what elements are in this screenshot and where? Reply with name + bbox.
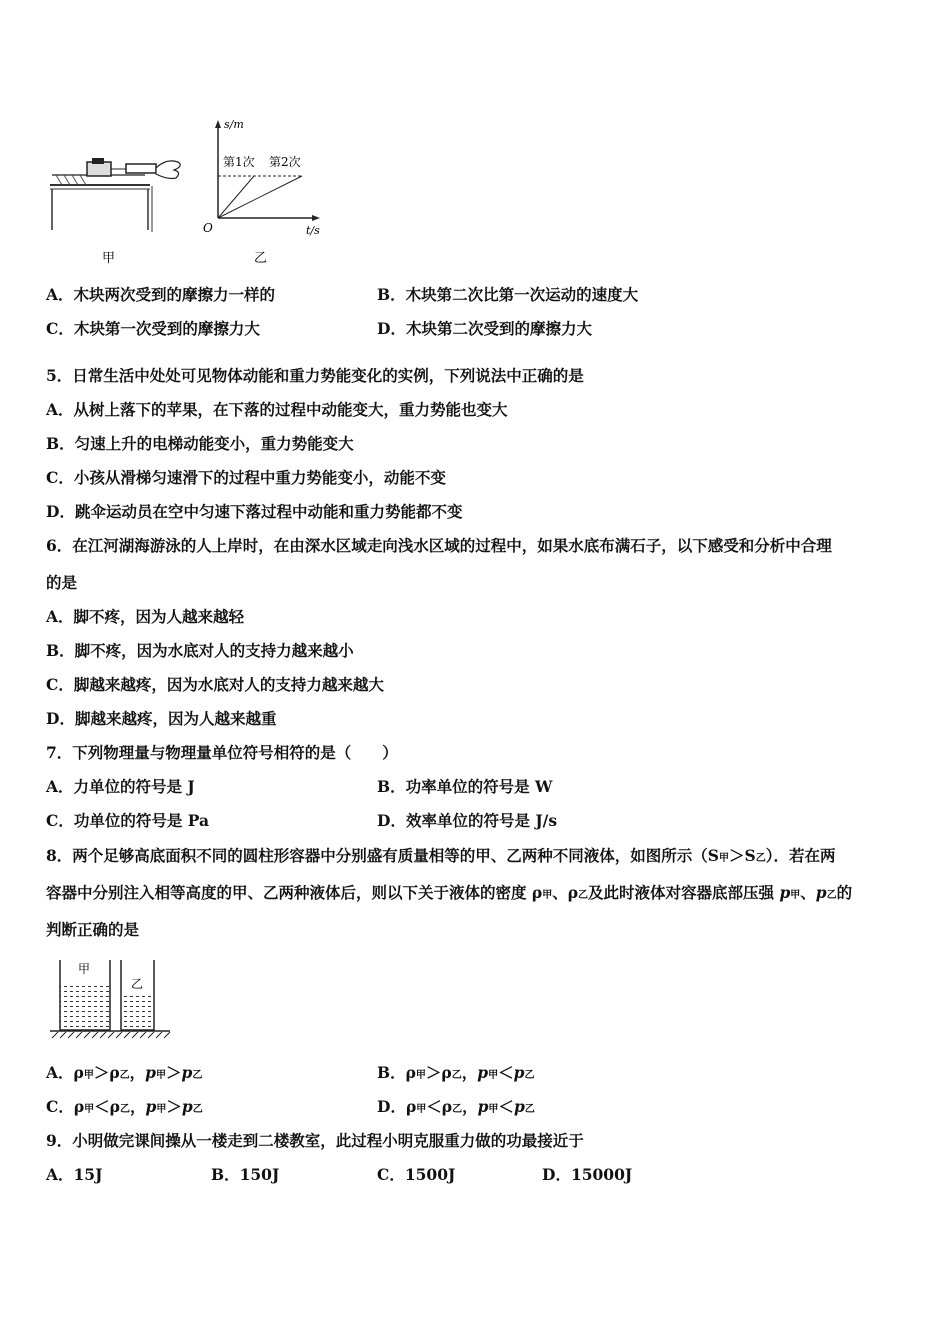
q7-option-a[interactable]: A．力单位的符号是 J <box>46 777 195 796</box>
opt-sub: 乙 <box>524 1104 535 1115</box>
q8-containers-figure <box>46 954 176 1044</box>
q8-option-d[interactable] <box>377 1097 535 1120</box>
q6-option-a[interactable]: A．脚不疼，因为人越来越轻 <box>46 607 245 626</box>
opt-sub: 乙 <box>192 1104 203 1115</box>
opt-text: ＞ρ <box>425 1063 452 1082</box>
q8-stem2-sub1: 甲 <box>542 890 553 901</box>
opt-sub: 乙 <box>119 1104 130 1115</box>
opt-text: ＜ <box>498 1063 514 1082</box>
opt-p: p <box>181 1063 193 1082</box>
opt-text: B．ρ <box>377 1063 416 1082</box>
opt-text: A．ρ <box>46 1063 84 1082</box>
q5-option-d[interactable]: D．跳伞运动员在空中匀速下落过程中动能和重力势能都不变 <box>46 502 463 521</box>
opt-text: ＜ρ <box>426 1097 453 1116</box>
q9-stem: 9．小明做完课间操从一楼走到二楼教室，此过程小明克服重力做的功最接近于 <box>46 1131 584 1150</box>
container-left-label: 甲 <box>78 962 91 976</box>
opt-text: ， <box>461 1063 478 1082</box>
q9-option-a[interactable]: A．15J <box>46 1165 103 1184</box>
q5-option-b[interactable]: B．匀速上升的电梯动能变小，重力势能变大 <box>46 434 354 453</box>
opt-sub: 乙 <box>119 1070 130 1081</box>
q4-option-b[interactable]: B．木块第二次比第一次运动的速度大 <box>377 285 639 304</box>
q8-stem-line3: 判断正确的是 <box>46 920 140 939</box>
q7-option-b[interactable]: B．功率单位的符号是 W <box>377 777 553 796</box>
opt-sub: 甲 <box>84 1104 95 1115</box>
opt-p: p <box>145 1063 157 1082</box>
q8-option-c[interactable] <box>46 1097 203 1120</box>
opt-sub: 乙 <box>524 1070 535 1081</box>
series-label-1: 第1次 <box>223 155 255 169</box>
q6-option-b[interactable]: B．脚不疼，因为水底对人的支持力越来越小 <box>46 641 354 660</box>
ground-hatch <box>52 1032 170 1038</box>
origin-label: O <box>203 221 213 235</box>
q8-stem2-sub2: 乙 <box>578 890 589 901</box>
q8-stem2-a: 容器中分别注入相等高度的甲、乙两种液体后，则以下关于液体的密度 ρ <box>46 883 543 902</box>
opt-text: ＞ <box>166 1097 182 1116</box>
apparatus-drawing <box>50 158 180 232</box>
q6-option-d[interactable]: D．脚越来越疼，因为人越来越重 <box>46 709 277 728</box>
q9-option-b[interactable]: B．150J <box>211 1165 280 1184</box>
opt-sub: 乙 <box>452 1104 463 1115</box>
q8-stem-sub-1: 甲 <box>718 853 729 864</box>
opt-text: ＜ <box>498 1097 514 1116</box>
q8-stem2-sub3: 甲 <box>790 890 801 901</box>
container-right-liquid <box>121 996 154 1030</box>
container-right-label: 乙 <box>131 977 144 991</box>
opt-p: p <box>181 1097 193 1116</box>
opt-sub: 甲 <box>416 1104 427 1115</box>
q8-stem2-p1: p <box>779 883 791 902</box>
q8-stem2-d: 、 <box>800 883 816 902</box>
opt-text: ， <box>129 1097 146 1116</box>
opt-sub: 甲 <box>83 1070 94 1081</box>
opt-p: p <box>513 1063 525 1082</box>
opt-p: p <box>477 1097 489 1116</box>
series-label-2: 第2次 <box>269 155 301 169</box>
q4-option-c[interactable]: C．木块第一次受到的摩擦力大 <box>46 319 260 338</box>
q8-stem-line2 <box>46 883 852 906</box>
q8-option-b[interactable] <box>377 1063 534 1086</box>
opt-text: ， <box>462 1097 478 1116</box>
opt-sub: 甲 <box>156 1104 167 1115</box>
q9-option-c[interactable]: C．1500J <box>377 1165 456 1184</box>
q4-option-a[interactable]: A．木块两次受到的摩擦力一样的 <box>46 285 276 304</box>
q5-option-a[interactable]: A．从树上落下的苹果，在下落的过程中动能变大，重力势能也变大 <box>46 400 508 419</box>
q8-stem2-sub4: 乙 <box>826 890 837 901</box>
q4-option-d[interactable]: D．木块第二次受到的摩擦力大 <box>377 319 592 338</box>
opt-text: D．ρ <box>377 1097 417 1116</box>
q6-stem-line1: 6．在江河湖海游泳的人上岸时，在由深水区域走向浅水区域的过程中，如果水底布满石子，以下感受和分析中合理 <box>46 536 832 555</box>
opt-text: ＞ρ <box>93 1063 120 1082</box>
figure-left-caption: 甲 <box>102 251 116 266</box>
q8-stem-text-1: 8．两个足够高底面积不同的圆柱形容器中分别盛有质量相等的甲、乙两种不同液体，如图所示（S <box>46 846 719 865</box>
y-axis-label: s/m <box>224 118 244 131</box>
q8-stem-text-2: ＞S <box>728 846 756 865</box>
q7-option-d[interactable]: D．效率单位的符号是 J/s <box>377 811 558 830</box>
q7-option-c[interactable]: C．功单位的符号是 Pa <box>46 811 210 830</box>
opt-text: C．ρ <box>46 1097 85 1116</box>
figure-apparatus-and-graph <box>40 100 340 270</box>
opt-sub: 甲 <box>488 1104 499 1115</box>
opt-sub: 甲 <box>156 1070 167 1081</box>
q8-stem-sub-2: 乙 <box>755 853 766 864</box>
st-graph <box>215 120 320 221</box>
container-left-liquid <box>60 982 110 1030</box>
figure-right-caption: 乙 <box>254 251 268 266</box>
q8-stem2-c: 及此时液体对容器底部压强 <box>588 883 780 902</box>
opt-sub: 乙 <box>451 1070 462 1081</box>
opt-text: ＜ρ <box>94 1097 120 1116</box>
opt-p: p <box>513 1097 525 1116</box>
q8-stem-line1 <box>46 846 835 869</box>
opt-p: p <box>145 1097 157 1116</box>
q6-stem-line2: 的是 <box>46 573 78 592</box>
q5-stem: 5．日常生活中处处可见物体动能和重力势能变化的实例，下列说法中正确的是 <box>46 366 584 385</box>
opt-sub: 甲 <box>488 1070 499 1081</box>
opt-text: ， <box>129 1063 146 1082</box>
q8-stem-text-3: ）．若在两 <box>765 846 836 865</box>
opt-sub: 甲 <box>415 1070 426 1081</box>
opt-text: ＞ <box>166 1063 182 1082</box>
q6-option-c[interactable]: C．脚越来越疼，因为水底对人的支持力越来越大 <box>46 675 384 694</box>
q9-option-d[interactable]: D．15000J <box>542 1165 633 1184</box>
x-axis-label: t/s <box>306 224 320 237</box>
q7-stem: 7．下列物理量与物理量单位符号相符的是（ ） <box>46 743 398 762</box>
q5-option-c[interactable]: C．小孩从滑梯匀速滑下的过程中重力势能变小，动能不变 <box>46 468 446 487</box>
q8-stem2-p2: p <box>815 883 827 902</box>
q8-stem2-b: 、ρ <box>552 883 579 902</box>
q8-stem2-e: 的 <box>836 883 853 902</box>
opt-sub: 乙 <box>192 1070 203 1081</box>
q8-option-a[interactable] <box>46 1063 202 1086</box>
opt-p: p <box>477 1063 489 1082</box>
